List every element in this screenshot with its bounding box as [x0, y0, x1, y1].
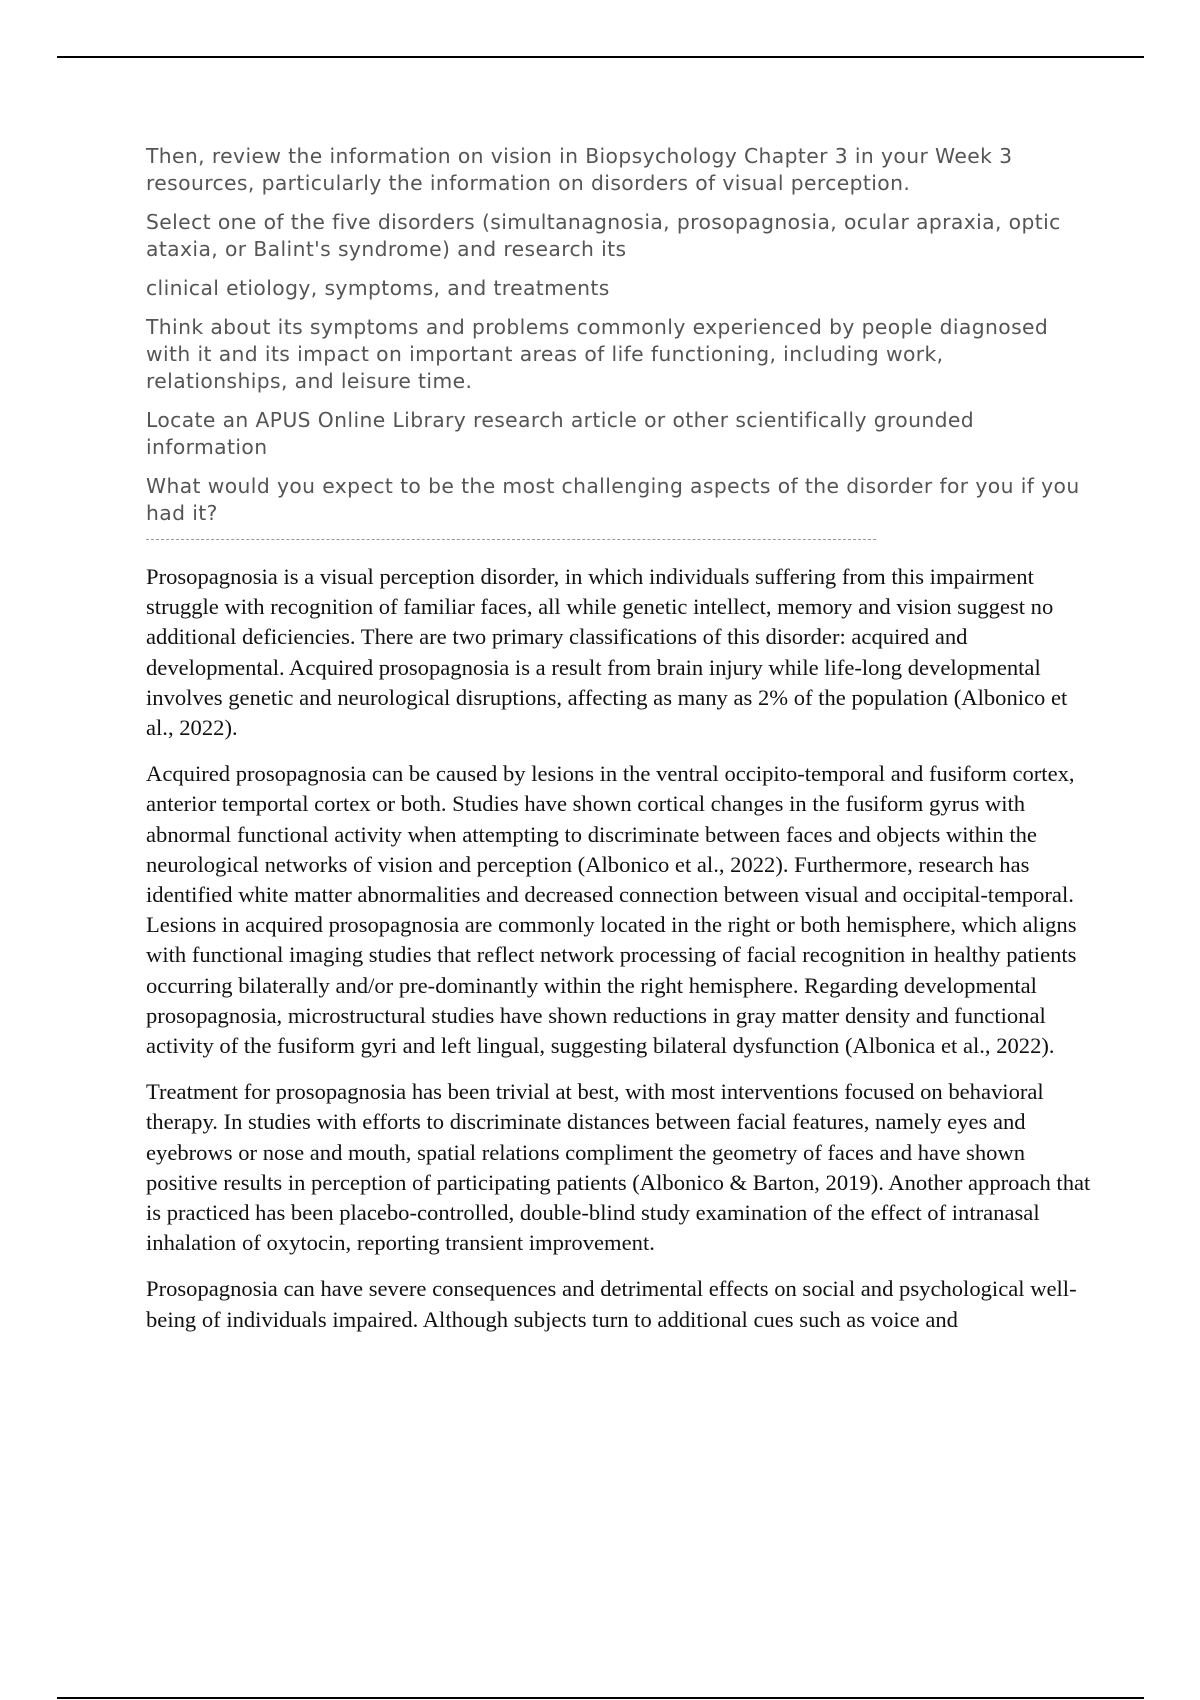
instruction-paragraph: Think about its symptoms and problems commonly experienced by people diagnosed with it and its impact on important areas of life functioning, including work, relationships, and leisure time.: [146, 315, 1049, 393]
essay-paragraph: Treatment for prosopagnosia has been trivial at best, with most interventions focused on behavioral therapy. In studies with efforts to discriminate distances between facial features, namely eyes and eyebrows or nose and mouth, spatial relations compliment the geometry of faces and have shown positive results in perception of participating patients (Albonico & Barton, 2019). Another approach that is practiced has been placebo-controlled, double-blind study examination of the effect of intranasal inhalation of oxytocin, reporting transient improvement.: [146, 1079, 1091, 1256]
essay-paragraph: Acquired prosopagnosia can be caused by lesions in the ventral occipito-temporal and fusiform cortex, anterior temportal cortex or both. Studies have shown cortical changes in the fusiform gyrus with abnormal functional activity when attempting to discriminate between faces and objects within the neurological networks of vision and perception (Albonico et al., 2022). Furthermore, research has identified white matter abnormalities and decreased connection between visual and occipital-temporal. Lesions in acquired prosopagnosia are commonly located in the right or both hemisphere, which aligns with functional imaging studies that reflect network processing of facial recognition in healthy patients occurring bilaterally and/or pre-dominantly within the right hemisphere. Regarding developmental prosopagnosia, microstructural studies have shown reductions in gray matter density and functional activity of the fusiform gyri and left lingual, suggesting bilateral dysfunction (Albonica et al., 2022).: [146, 761, 1077, 1059]
bottom-rule: [57, 1697, 1144, 1699]
document-body: [146, 143, 1091, 1351]
dashed-divider: [146, 539, 876, 540]
instruction-paragraph: Then, review the information on vision in Biopsychology Chapter 3 in your Week 3 resources, particularly the information on disorders of visual perception.: [146, 144, 1013, 195]
essay-paragraph: Prosopagnosia can have severe consequences and detrimental effects on social and psychological well-being of individuals impaired. Although subjects turn to additional cues such as voice and: [146, 1276, 1077, 1332]
instruction-paragraph: What would you expect to be the most challenging aspects of the disorder for you if you had it?: [146, 474, 1080, 525]
top-rule: [57, 56, 1144, 58]
instruction-paragraph: Locate an APUS Online Library research article or other scientifically grounded information: [146, 408, 975, 459]
instruction-paragraph: Select one of the five disorders (simultanagnosia, prosopagnosia, ocular apraxia, optic ataxia, or Balint's syndrome) and research its: [146, 210, 1061, 261]
essay-paragraph: Prosopagnosia is a visual perception disorder, in which individuals suffering from this impairment struggle with recognition of familiar faces, all while genetic intellect, memory and vision suggest no additional deficiencies. There are two primary classifications of this disorder: acquired and developmental. Acquired prosopagnosia is a result from brain injury while life-long developmental involves genetic and neurological disruptions, affecting as many as 2% of the population (Albonico et al., 2022).: [146, 564, 1068, 741]
instruction-paragraph: clinical etiology, symptoms, and treatments: [146, 276, 610, 300]
